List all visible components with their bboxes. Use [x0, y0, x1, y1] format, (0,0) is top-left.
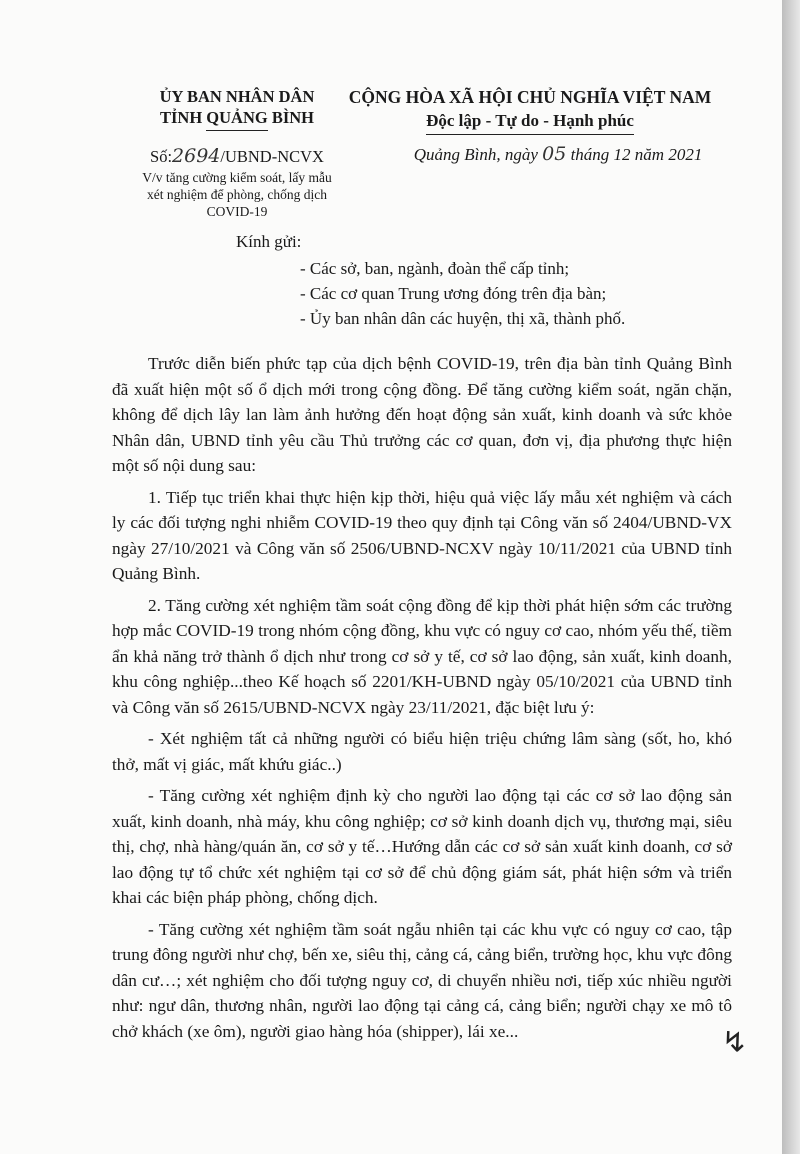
handwritten-day: 05 — [542, 143, 567, 165]
document-body — [112, 351, 732, 1050]
paragraph-bullet: - Tăng cường xét nghiệm tầm soát ngẫu nhiên tại các khu vực có nguy cơ cao, tập trung đông người như chợ, bến xe, siêu thị, cảng cá, cảng biển, trường học, khu vực đông dân cư…; xét nghiệm cho đối tượng nguy cơ, di chuyển nhiều nơi, tiếp xúc nhiều người như: ngư dân, thương nhân, người lao động tại cảng cá, cảng biển; người chạy xe mô tô chở khách (xe ôm), người giao hàng hóa (shipper), lái xe... — [112, 919, 732, 1041]
paragraph-item-2: 2. Tăng cường xét nghiệm tầm soát cộng đồng để kịp thời phát hiện sớm các trường hợp mắc COVID-19 trong nhóm cộng đồng, khu vực có nguy cơ cao, nhóm yếu thế, tiềm ẩn khả năng trở thành ổ dịch như trong cơ sở y tế, cơ sở lao động, sản xuất, kinh doanh, khu công nghiệp...theo Kế hoạch số 2201/KH-UBND ngày 05/10/2021 của UBND tỉnh và Công văn số 2615/UBND-NCVX ngày 23/11/2021, đặc biệt lưu ý: — [112, 595, 732, 717]
handwritten-number: 2694 — [172, 145, 221, 167]
number-prefix: Số: — [150, 147, 173, 166]
national-heading — [330, 86, 730, 132]
recipient-item: - Ủy ban nhân dân các huyện, thị xã, thành phố. — [300, 309, 626, 328]
recipient-item: - Các sở, ban, ngành, đoàn thể cấp tỉnh; — [300, 259, 570, 278]
issuer-name: ỦY BAN NHÂN DÂN — [159, 87, 315, 106]
initials-mark-icon: ↯ — [719, 1023, 750, 1062]
greeting: Kính gửi: — [236, 232, 302, 251]
national-motto: Độc lập - Tự do - Hạnh phúc — [426, 111, 634, 130]
recipient-list — [300, 256, 625, 331]
subject-line: V/v tăng cường kiểm soát, lấy mẫu — [142, 170, 332, 185]
recipient-item: - Các cơ quan Trung ương đóng trên địa bàn; — [300, 284, 607, 303]
issuer-block — [112, 86, 362, 220]
paragraph-intro: Trước diễn biến phức tạp của dịch bệnh COVID-19, trên địa bàn tỉnh Quảng Bình đã xuất hiện một số ổ dịch mới trong cộng đồng. Để tăng cường kiểm soát, ngăn chặn, không để dịch lây lan làm ảnh hưởng đến hoạt động sản xuất, kinh doanh và sức khỏe Nhân dân, UBND tỉnh yêu cầu Thủ trưởng các cơ quan, đơn vị, địa phương thực hiện một số nội dung sau: — [112, 354, 732, 475]
subject-line: COVID-19 — [206, 204, 268, 219]
document-subject — [112, 169, 362, 220]
paragraph-bullet: - Tăng cường xét nghiệm định kỳ cho người lao động tại các cơ sở lao động sản xuất, kinh doanh, nhà máy, khu công nghiệp; cơ sở kinh doanh dịch vụ, thương mại, siêu thị, chợ, nhà hàng/quán ăn, cơ sở y tế…Hướng dẫn các cơ sở sản xuất kinh doanh, cơ sở lao động tự tổ chức xét nghiệm tại cơ sở để chủ động giám sát, phát hiện sớm và triển khai các biện pháp phòng, chống dịch. — [112, 786, 732, 907]
paragraph-bullet: - Xét nghiệm tất cả những người có biểu hiện triệu chứng lâm sàng (sốt, ho, khó thở, mất vị giác, mất khứu giác..) — [112, 729, 732, 774]
date-prefix: Quảng Bình, ngày — [413, 145, 538, 164]
document-number — [112, 146, 362, 167]
paragraph-item-1: 1. Tiếp tục triển khai thực hiện kịp thời, hiệu quả việc lấy mẫu xét nghiệm và cách ly các đối tượng nghi nhiễm COVID-19 theo quy định tại Công văn số 2404/UBND-VX ngày 27/10/2021 và Công văn số 2506/UBND-NCXV ngày 10/11/2021 của UBND tỉnh Quảng Bình. — [112, 487, 732, 583]
subject-line: xét nghiệm để phòng, chống dịch — [147, 187, 327, 202]
country-name: CỘNG HÒA XÃ HỘI CHỦ NGHĨA VIỆT NAM — [348, 87, 712, 107]
date-suffix: tháng 12 năm 2021 — [570, 145, 703, 164]
issuer-province: TỈNH QUẢNG BÌNH — [159, 108, 315, 127]
number-suffix: /UBND-NCVX — [220, 147, 324, 166]
document-date — [388, 143, 728, 165]
page-edge-shadow — [782, 0, 800, 1154]
